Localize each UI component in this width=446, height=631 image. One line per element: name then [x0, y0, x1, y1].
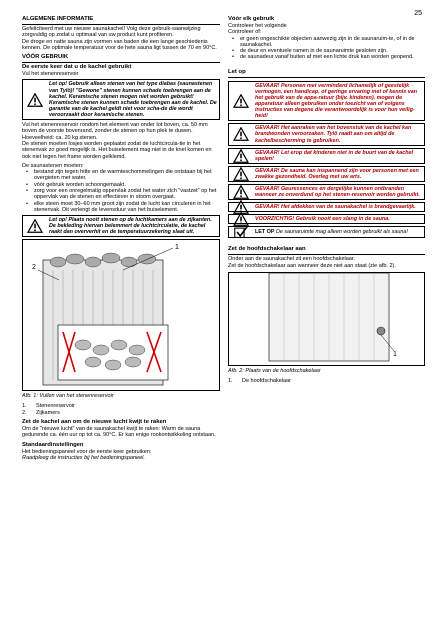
figure-label-2: 2 — [32, 264, 36, 272]
warning-triangle-icon — [233, 167, 249, 181]
standard-settings-p2: Raadpleeg de instructies bij het bedieningspaneel. — [22, 454, 145, 461]
warning-text: Let op! Gebruik alleen stenen van het type diabas (saunastenen van Tylö)! "Gewone" stenen kunnen schade toebrengen aan de kachel. Keramische stenen mogen niet worden gebruikt! Keramische stenen kunnen schade toebrengen aan de kachel. De garantie van de kachel geldt niet voor scha-de die wordt veroorzaakt door keramische stenen. — [49, 81, 217, 118]
figure-2-caption: Afb. 2: Plaats van de hoofdschakelaar — [228, 368, 321, 375]
list-item: • vóór gebruik worden schoongemaakt. — [34, 182, 220, 188]
warning-triangle-icon — [233, 212, 249, 226]
figure-1-caption: Afb. 1: Vullen van het stenenreservoir — [22, 393, 114, 400]
figure-2-main-switch — [228, 272, 425, 366]
stones-paragraph-1: Vul het stenenreservoir rondom het element van onder tot boven, ca. 50 mm boven de voorste bovenrand, zonder de stenen op hun plek te duwen. Hoeveelheid: ca. 20 kg stenen. — [22, 122, 208, 141]
list-item: • zorg voor een onregelmatig oppervlak zodat het water zich "vastzet" op het oppervlak van de stenen en effectiever in stoom overgaat. — [34, 188, 220, 201]
before-each-list — [228, 36, 425, 61]
warning-box — [228, 214, 425, 224]
note-label: LET OP — [255, 229, 275, 236]
legend-item: 1. Stenenreservoir — [22, 403, 75, 410]
standard-settings-p1: Het bedieningspaneel voor de eerste keer gebruiken: — [22, 448, 152, 455]
page-number: 25 — [414, 10, 422, 17]
warning-text: VOORZICHTIG! Gebruik nooit een slang in de sauna. — [255, 216, 390, 223]
figure-label-1: 1 — [393, 351, 397, 359]
switch-title: Zet de hoofdschakelaar aan — [228, 246, 425, 255]
attention-title: Let op — [228, 69, 425, 78]
legend-item: 2. Zijkamers — [22, 409, 60, 416]
left-column — [22, 16, 220, 461]
stones-intro: De saunastenen moeten: — [22, 162, 84, 169]
stones-list — [22, 169, 220, 213]
figure-2-legend — [228, 378, 425, 384]
list-item: • bestand zijn tegen hitte en de warmteschommelingen die ontstaan bij het overgieten met water. — [34, 169, 220, 182]
note-text: De saunaruimte mag alleen worden gebruikt als sauna! — [274, 229, 408, 236]
figure-label-1: 1 — [175, 244, 179, 252]
warning-triangle-icon — [233, 127, 249, 141]
warning-text: GEVAAR! Het afdekken van de saunakachel is brandgevaarlijk. — [255, 204, 416, 211]
general-paragraph-1: Gefeliciteerd met uw nieuwe saunakachel! Volg deze gebruik-saanwijzing zorgvuldig op zodat u optimaal van uw product kunt profiteren. — [22, 26, 201, 39]
figure-1-heater — [22, 239, 220, 391]
warning-box — [228, 81, 425, 122]
list-item: • er geen ongeschikte objecten aanwezig zijn in de saunaruim-te, of in de saunakachel. — [240, 36, 425, 49]
figure-1-legend — [22, 403, 220, 416]
checkbox-check-icon — [233, 225, 249, 239]
warning-triangle-icon — [27, 93, 43, 107]
warning-triangle-icon — [27, 219, 43, 233]
first-time-title: De eerste keer dat u de kachel gebruikt — [22, 64, 132, 71]
general-info-title: ALGEMENE INFORMATIE — [22, 16, 220, 25]
warning-box — [228, 166, 425, 182]
list-item: • de saunadeur vanaf buiten af met een lichte druk kan worden geopend. — [240, 54, 425, 60]
warning-text: Let op! Plaats nooit stenen op de luchtkamers aan de zijkanten. De bekleding hiervan belemmert de luchtcirculatie, de kachel raakt dan oververhit en de temperatuurzekering slaat uit. — [49, 217, 212, 236]
warning-triangle-icon — [233, 185, 249, 199]
stones-paragraph-2: De stenen moeten losjes worden geplaatst zodat de luchtcircula-tie in het stenenvak zo goed mogelijk is. Het buiselement mag niet in de knel komen en ook niet tegen het frame worden gelklemd. — [22, 140, 212, 160]
legend-item: 1. De hoofdschakelaar — [228, 378, 291, 385]
right-column — [228, 16, 425, 384]
before-each-p2: Controleer of: — [228, 29, 262, 36]
warning-text: GEVAAR! De sauna kan inspannend zijn voor personen met een zwakke gezondheid. Overleg met uw arts. — [255, 167, 419, 180]
general-paragraph-2: De droge en natte sauna zijn vormen van baden die een lange geschiedenis kennen. De optimale temperatuur voor de hete sauna ligt tussen de 70 en 90°C. — [22, 38, 217, 51]
standard-settings-title: Standaardinstellingen — [22, 441, 84, 448]
warning-box — [228, 148, 425, 164]
heater-illustration — [23, 240, 219, 390]
warning-text: GEVAAR! Geuressences en dergelijke kunnen ontbranden wanneer ze onverdund op het stenen-reservoir worden gebruikt. — [255, 186, 420, 199]
warning-text: GEVAAR! Let erop dat kinderen niet in de buurt van de kachel spelen! — [255, 149, 414, 162]
note-box — [228, 226, 425, 238]
warning-box — [228, 202, 425, 212]
warning-box — [228, 123, 425, 145]
list-item: • de deur en eventuele ramen in de saunaruimte gesloten zijn. — [240, 48, 425, 54]
list-item: • elke steen moet 30–60 mm groot zijn zodat de lucht kan circuleren in het stenenvak. Dit verlengt de levensduur van het buiselement. — [34, 201, 220, 214]
warning-text: GEVAAR! Personen met verminderd lichamelijk of geestelijk vermogen, een handicap, of geringe ervaring met of kennis van het gebruik van de appa-ratuur (bijv. kinderen), mogen de apparatuur alleen gebruiken onder toezicht van of volgens instructies van degene die verantwoordelijk is voor hun veilig-heid! — [255, 82, 418, 120]
switch-p1: Onder aan de saunakachel zit een hoofdschakelaar. — [228, 256, 355, 263]
warning-box-side-chambers — [22, 215, 220, 237]
warning-triangle-icon — [233, 94, 249, 108]
before-each-title: Vóór elk gebruik — [228, 16, 275, 22]
warning-triangle-icon — [233, 149, 249, 163]
first-on-title: Zet de kachel aan om de nieuwe lucht kwijt te raken — [22, 419, 167, 426]
before-use-title: VÓÓR GEBRUIK — [22, 54, 220, 63]
fill-reservoir-text: Vul het stenenreservoir — [22, 71, 79, 78]
switch-p2: Zet de hoofdschakelaar aan wanneer deze niet aan staat (zie afb. 2). — [228, 262, 396, 269]
warning-box — [228, 184, 425, 200]
warning-box-stones — [22, 79, 220, 120]
before-each-p1: Controleer het volgende — [228, 23, 287, 29]
first-on-text: Om de "nieuwe lucht" van de saunakachel kwijt te raken: Warm de sauna gedurende ca. één uur op tot ca. 90°C. Er kan enige rookontwikkeling ontstaan. — [22, 426, 216, 439]
warning-text: GEVAAR! Het aanraken van het bovenstuk van de kachel kan brandwonden veroorzaken. Tylö raadt aan om altijd de kachelbescherming te gebruiken. — [255, 125, 412, 144]
